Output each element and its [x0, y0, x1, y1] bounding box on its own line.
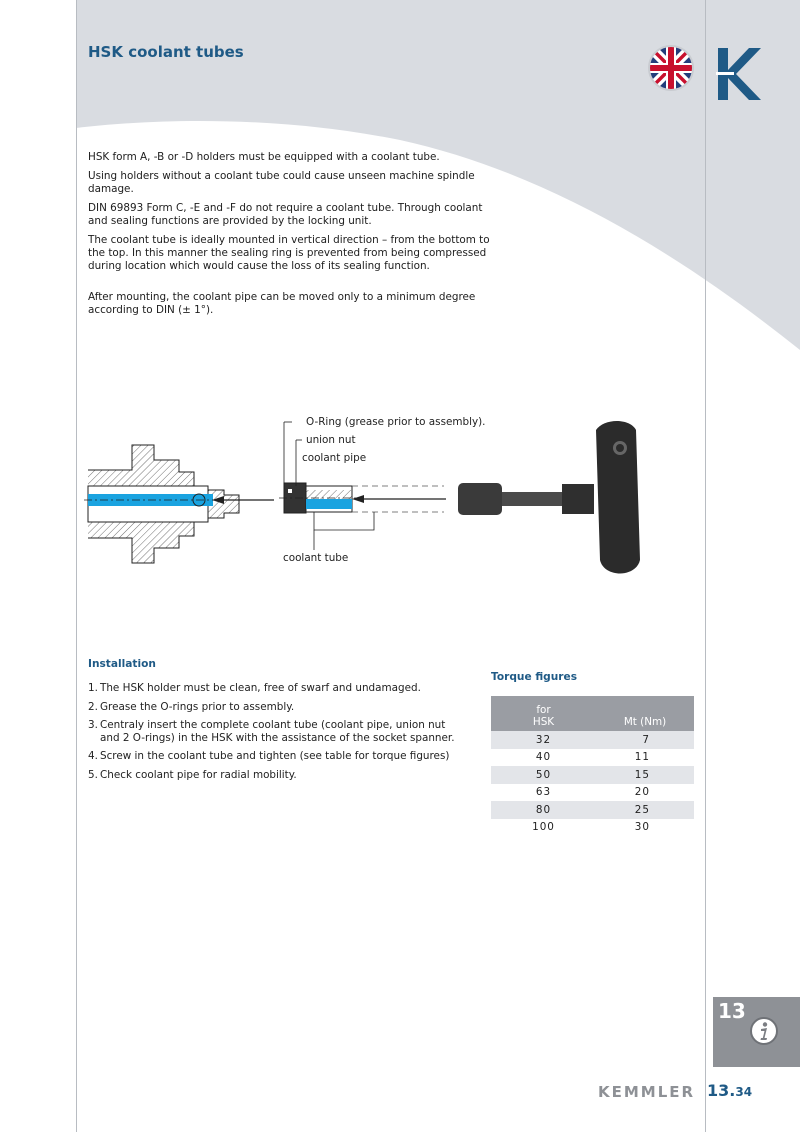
- coolant-tube-diagram: [84, 410, 674, 585]
- page-number: 13.34: [707, 1081, 753, 1100]
- table-row: [491, 749, 694, 767]
- step-text: Grease the O-rings prior to assembly.: [100, 700, 295, 713]
- kemmler-logo-icon: [716, 48, 762, 100]
- step-number: 5.: [88, 768, 98, 781]
- step-number: 3.: [88, 719, 98, 731]
- label-coolant-tube: coolant tube: [283, 552, 349, 564]
- chapter-number: 13: [718, 999, 746, 1023]
- table-row: [491, 819, 694, 837]
- cell-torque: 15: [596, 766, 694, 784]
- label-oring: O-Ring (grease prior to assembly).: [306, 416, 486, 428]
- cell-torque: 25: [596, 801, 694, 819]
- intro-paragraph: HSK form A, -B or -D holders must be equipped with a coolant tube.: [88, 151, 440, 163]
- list-item: [88, 750, 468, 763]
- table-row: [491, 784, 694, 802]
- table-header-row: [491, 696, 694, 731]
- list-item: [88, 769, 468, 782]
- page-title: HSK coolant tubes: [88, 43, 244, 61]
- label-union-nut: union nut: [306, 434, 356, 446]
- left-margin-line: [76, 0, 77, 1132]
- chapter-tab[interactable]: [713, 997, 800, 1067]
- uk-flag-icon[interactable]: [647, 44, 695, 92]
- cell-hsk: 40: [491, 749, 596, 767]
- cell-hsk: 100: [491, 819, 596, 837]
- intro-text: [88, 151, 503, 323]
- cell-hsk: 50: [491, 766, 596, 784]
- coolant-tube-part: [279, 483, 364, 513]
- step-text: Screw in the coolant tube and tighten (see table for torque figures): [100, 750, 450, 762]
- column-header-torque: Mt (Nm): [596, 696, 694, 731]
- list-item: [88, 719, 468, 744]
- step-text: Centraly insert the complete coolant tube (coolant pipe, union nut and 2 O-rings) in the HSK with the assistance of the socket spanner.: [100, 719, 455, 744]
- list-item: [88, 701, 468, 714]
- label-coolant-pipe: coolant pipe: [302, 452, 367, 464]
- brand-name: KEMMLER: [598, 1083, 696, 1101]
- cell-torque: 11: [596, 749, 694, 767]
- info-icon[interactable]: [749, 1016, 779, 1046]
- step-text: The HSK holder must be clean, free of swarf and undamaged.: [100, 682, 421, 694]
- right-margin-line: [705, 0, 706, 1132]
- torque-table: [491, 696, 694, 836]
- step-text: Check coolant pipe for radial mobility.: [100, 768, 297, 781]
- socket-spanner: [458, 421, 640, 574]
- intro-paragraph: The coolant tube is ideally mounted in vertical direction – from the bottom to the top. In this manner the sealing ring is prevented from being compressed during location which would cause the loss of its sealing function.: [88, 234, 490, 272]
- cell-hsk: 80: [491, 801, 596, 819]
- cell-torque: 30: [596, 819, 694, 837]
- step-number: 2.: [88, 700, 98, 713]
- step-number: 1.: [88, 682, 98, 694]
- installation-title: Installation: [88, 658, 156, 670]
- intro-paragraph: Using holders without a coolant tube could cause unseen machine spindle damage.: [88, 170, 475, 195]
- diagram-drawing: [84, 410, 674, 585]
- cell-torque: 20: [596, 784, 694, 802]
- intro-paragraph: After mounting, the coolant pipe can be moved only to a minimum degree according to DIN (± 1°).: [88, 291, 476, 316]
- column-header-hsk: for HSK: [491, 696, 596, 731]
- cell-hsk: 63: [491, 784, 596, 802]
- table-row: [491, 801, 694, 819]
- table-row: [491, 731, 694, 749]
- list-item: [88, 682, 468, 695]
- step-number: 4.: [88, 750, 98, 762]
- installation-steps: [88, 682, 468, 787]
- torque-title: Torque figures: [491, 671, 578, 683]
- intro-paragraph: DIN 69893 Form C, -E and -F do not require a coolant tube. Through coolant and sealing functions are provided by the locking unit.: [88, 202, 483, 227]
- cell-hsk: 32: [491, 731, 596, 749]
- cell-torque: 7: [596, 731, 694, 749]
- table-row: [491, 766, 694, 784]
